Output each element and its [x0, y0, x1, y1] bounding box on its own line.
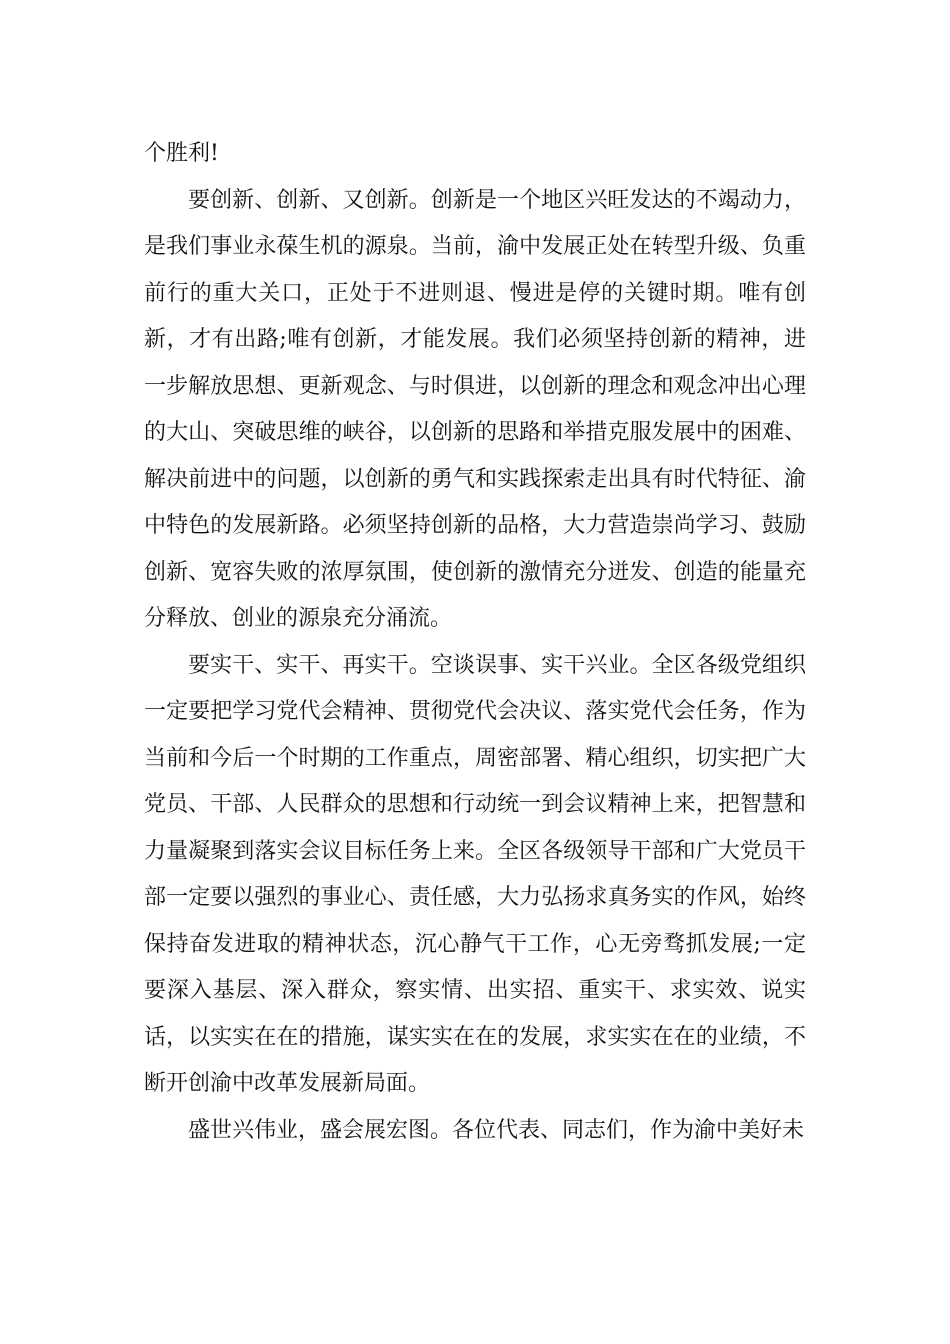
paragraph-4: 盛世兴伟业，盛会展宏图。各位代表、同志们，作为渝中美好未	[188, 1117, 805, 1143]
paragraph-1: 个胜利!	[144, 141, 219, 166]
paragraph-3: 要实干、实干、再实干。空谈误事、实干兴业。全区各级党组织一定要把学习党代会精神、贯彻党代会决议、落实党代会任务，作为当前和今后一个时期的工作重点，周密部署、精心组织，切实把广大党员、干部、人民群众的思想和行动统一到会议精神上来，把智慧和力量凝聚到落实会议目标任务上来。全区各级领导干部和广大党员干部一定要以强烈的事业心、责任感，大力弘扬求真务实的作风，始终保持奋发进取的精神状态，沉心静气干工作，心无旁骛抓发展;一定要深入基层、深入群众，察实情、出实招、重实干、求实效、说实话，以实实在在的措施，谋实实在在的发展，求实实在在的业绩，不断开创渝中改革发展新局面。	[144, 652, 806, 1096]
document-body	[144, 131, 806, 1154]
paragraph-2: 要创新、创新、又创新。创新是一个地区兴旺发达的不竭动力，是我们事业永葆生机的源泉。当前，渝中发展正处在转型升级、负重前行的重大关口，正处于不进则退、慢进是停的关键时期。唯有创新，才有出路;唯有创新，才能发展。我们必须坚持创新的精神，进一步解放思想、更新观念、与时俱进，以创新的理念和观念冲出心理的大山、突破思维的峡谷，以创新的思路和举措克服发展中的困难、解决前进中的问题，以创新的勇气和实践探索走出具有时代特征、渝中特色的发展新路。必须坚持创新的品格，大力营造崇尚学习、鼓励创新、宽容失败的浓厚氛围，使创新的激情充分迸发、创造的能量充分释放、创业的源泉充分涌流。	[144, 187, 806, 631]
